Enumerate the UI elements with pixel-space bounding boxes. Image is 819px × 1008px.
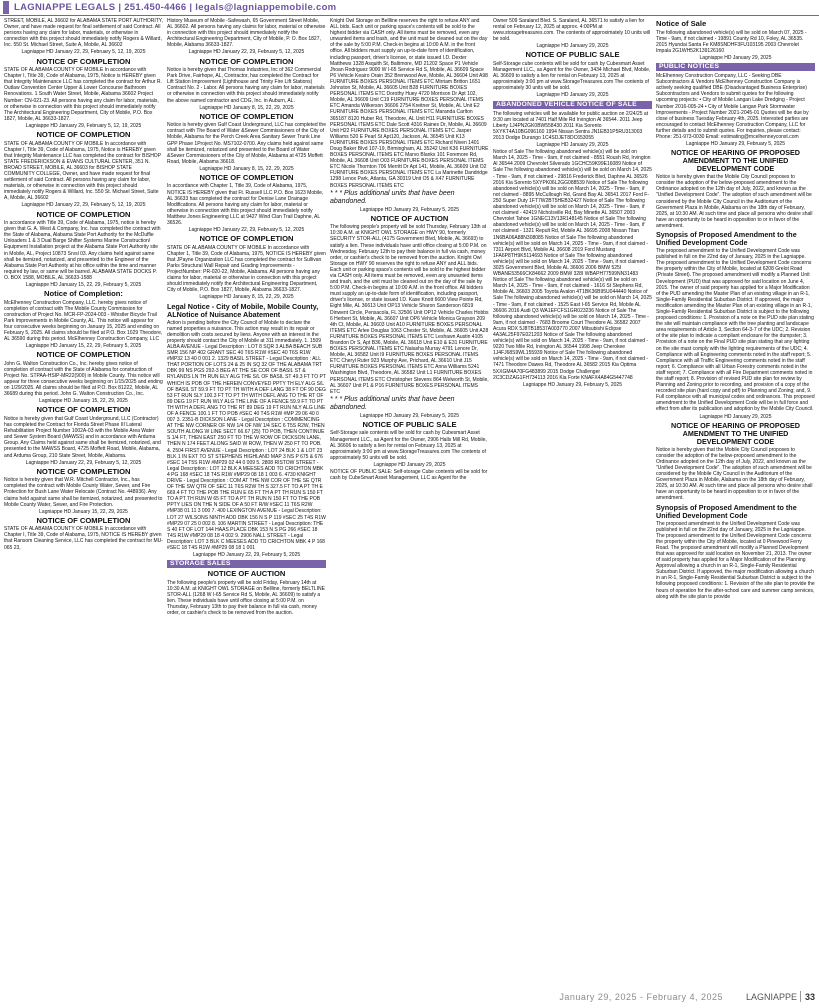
notice-title: NOTICE OF HEARING OF PROPOSED AMENDMENT TO THE UNIFIED DEVELOPMENT CODE [671, 420, 800, 446]
notice-body: The following vehicles will be available for public auction on 2/24/25 at 9:30 am located at 7401 Half Mile Rd Irvington Al 36544. 2011 Jeep Liberty 1J4PN2GK0BW558430 2011 Kia Sorento 5XYKT4A10BG096160 1994 Nissan Sentra JN1EB31P5RU313003 2013 Dodge Durango 1C4SDJET8DC653055 [493, 110, 649, 141]
column-3 [330, 18, 489, 986]
notice-body: Notice is hereby given that Thomas Industries, Inc of 362 Commercial Park Drive, Fairhope, AL, Contractor, has completed the Contract for Lift Station Improvement (Lighthouse and Trinity Fire Lift Stations) Contract No. 2 - Labor. All persons having any claim for labor, materials or otherwise in connection with this project should immediately notify the above named contractor and CDG, Inc. in Auburn, AL. [167, 67, 325, 104]
header-rule [0, 15, 819, 16]
notice-credit: Lagniappe HD January 22, 29, February 5, 12, 19, 2025 [21, 202, 146, 209]
notice-body: Notice is hereby given Gulf Coast Underground, LLC has completed the contract with The Board of Water &Sewer Commissioners of the City of Mobile, Alabama for the Perch Creek Area Sanitary Sewer Trunk Line GPP Phase 1Project No. MS7102-0700. Any claims held against same shall be itemized, notarized and presented to the Board of Water &Sewer Commissioners of the City of Mobile, Alabama at 4725 Moffett Road, Mobile, Alabama 36618. [167, 122, 326, 165]
notice-credit: Lagniappe HD January 22, 29, February 5, 2025 [192, 552, 301, 559]
notice-credit: Lagniappe HD January 8, 15, 22, 29, 2025 [199, 294, 294, 301]
notice-title: NOTICE OF COMPLETION [36, 405, 131, 415]
column-5 [656, 18, 815, 986]
notice-credit: Lagniappe HD January 15, 22, 29, 2025 [39, 508, 128, 515]
notice-title: NOTICE OF AUCTION [370, 213, 449, 223]
section-band-abandoned-vehicle: ABANDONED VEHICLE NOTICE OF SALE [493, 101, 652, 109]
notice-subtitle: Synopsis of Proposed Amendment to the Unified Development Code [656, 502, 797, 520]
notice-credit: Lagniappe HD January 29, February 5, 2025 [686, 141, 785, 148]
notice-title: NOTICE OF COMPLETION [36, 350, 131, 360]
notice-body: STATE OF ALABAMA COUNTY OF MOBILE In accordance with Chapter I, Title 39, Code of Alabama, 1975, NOTICE IS HEREBY given that Ransom Cleaning Service, LLC has completed the contract for MU-065 23, [4, 526, 163, 551]
notice-body: McElhenney Construction Company, LLC. hereby gives notice of completion of contract with The Mobile County Commission for construction of Project No. MCR-FP-2024-003 - Whistler Bicycle Trail Park Improvements in Mobile County, AL. This notice will appear for four consecutive weeks beginning on January 15, 2025 and ending on February 5, 2025. All claims should be filed at P.O. Box 1029 Theodore, AL 36590 during this period. McElhenney Construction Company, LLC [4, 299, 163, 343]
notice-title: NOTICE OF PUBLIC SALE [362, 419, 457, 429]
notice-body: The following people's property will be sold Friday, February 14th at 10:30 A.M. at KNIGHT OWL STORAGE on Bellline, formerly BELTLINE STOR-ALL (1268 W I-65 Service Rd S, Mobile, AL 36609) to satisfy a lien. These individuals have until office closing at 5:00 P.M. on Thursday, February 13th to pay their balance in full via cash, money order, or cashier's check to be removed from the auction. [167, 579, 325, 617]
notice-italic-note: * * * Plus additional units that have been abandoned. [330, 189, 455, 205]
notice-credit: Lagniappe HD January 22, 29, February 5, 12, 19, 2025 [21, 49, 146, 56]
notice-body: In accordance with Title 39, Code of Alabama, 1975, notice is hereby given that G. A. West & Company, Inc. has completed the contract with the State of Alabama, Alabama State Port Authority for the McDuffie Unloaders 1 & 3 Dual Barge Shifter Systems Marine Construction/ Equipment Installation project at the Alabama State Port Authority site in Mobile, AL, Project 10873 Srvsl 03. Any claims held against same shall be itemized, notarized, and presented to the Engineer of the Alabama State Port Authority at his office within the time and manner required by law, or same will be barred. ALABAMA STATE DOCKS P. O. BOX 1588, MOBILE, AL 36633-1588 [4, 220, 161, 281]
column-2 [167, 18, 326, 986]
notice-body: In accordance with Chapter 1, Title 39, Code of Alabama, 1975, NOTICE IS HEREBY given that Ft. Russell LLC P.O. Box 1623 Mobile, AL 36633 has completed the contract for Denise Lane Drainage Modifications. All persons having any claim for labor, material or otherwise in connection with this project should immediately notify Matthew Jones Engineering LLC at 9427 Wind Clan Trail Daphne, AL 36526. [167, 183, 324, 227]
column-1 [4, 18, 163, 986]
page-number: 33 [804, 992, 815, 1002]
notice-title: NOTICE OF COMPLETION [199, 172, 294, 182]
notice-title: NOTICE OF COMPLETION [36, 56, 131, 66]
notice-body: STATE OF ALABAMA COUNTY OF MOBILE In accordance with Chapter I, Title 39, Code of Alabama, 1975, Notice is HEREBY given that Integrity Maintenance LLC has completed the contract for Arthur R. Outlaw Convention Center Upper & Lower Concourse Bathroom Renovations. 1 South Water Street, Mobile, Alabama 36602 Project Number: CN-021-23. All persons having any claim for labor, materials, or otherwise in connection with this project should immediately notify The Architectural Engineering Department, City of Mobile, P.O. Box 1827, Mobile, AL 36633-1827. [4, 67, 162, 122]
notice-body: NOTICE OF PUBLIC SALE: Self-storage Cube contents will be sold for cash by CubeSmart Asset Management, LLC as Agent for the [330, 469, 488, 482]
notice-body: Notice is hereby given that the Mobile City Council proposes to consider the adoption of the below-proposed amendment to the Ordinance adopted on the 12th day of July, 2022, and known as the "Unified Development Code". The adoption of such amendment will be considered by the Mobile City Council in the Auditorium of the Government Plaza in Mobile, Alabama on the 18th day of February, 2025, at 10:30 AM. At such time and place all persons who desire shall have an opportunity to be heard in opposition to or in favor of the amendment. [656, 446, 813, 502]
notice-body: Self-Storage sale contents will be sold for cash by Cubesmart Asset Management LLC., as Agent for the Owner, 2906 Halls Mill Rd, Mobile, AL 36606 to satisfy a lien for rental on February 13, 2025 at approximately 3:00 pm at www.StorageTreasures.com The contents of approximately 50 units will be sold. [330, 430, 487, 461]
footer-date: January 29, 2025 - February 4, 2025 [559, 992, 723, 1002]
notice-title: NOTICE OF COMPLETION [36, 130, 131, 139]
notice-body: Action is pending before the City Council of Mobile to declare the named properties a nuisance. This action may result in its repair or demolition with costs secured by liens. Anyone with an interest in the property should contact the City of Mobile at 311 immediately. 1. 1509 ALBA AVENUE - Legal Description : LOT 8 SQR 3 ALBA BEACH SUB SMR 156 NP 402 GRANT SEC 40 T6S R1W #SEC 40 T6S R1W #MP32 13 40 0 001 2. 1329 BASIL STREET - Legal Description : ALL THAT PORTION OF LOTS 24 & 25 IN SQ 32 OF THE ALABAMA TRT DBK 99 NS PGS 292-3 BEG AT THE SE COR OF BASIL ST & RYLANDS LN TH RUN ELY ALG THE S/L OF BASIL ST 49.3 FT TO PT WHICH IS POB OF THE HEREIN CONVEYED PPTY TH ELY ALG S/L OF BASIL ST 59.9 FT TO PT TH WITH A DEF LANG 38 FT OF 90 DEG 53 FT RUN SLY 100.3 FT TO PT TH WITH DEFL ANG TO THE RT OF 89 DEG 19 FT RUN WLY ALG THE LINE OF A FENCE 59.9 FT TO PT TH WITH A DEFL ANG TO THE RT 89 DEG 19 FT RUN NLY ALG LINE OF A FENCE 100.1 FT TO POB #SEC 40 T4S R1W #MP 29 06 40 0 007 3. 2351-B DICKSON LANE - Legal Description : COMMENCING AT THE NW CORNER OF NW 1/4 OF NW 1/4 SEC 6 T5S R2W, THEN SOUTH ALONG W LINE SECT 66.67 (25) TO POB, THEN CONTINUE S 1/4 FT, THEN EAST 250 FT TO THE W ROW OF DICKSON LANE, THEN N 174 FEET ALONG SAID W ROW, THEN W 250 FT TO POB. 4. 2504 FIRST AVENUE - Legal Description : LOT 24 BLK 1 & LOT 23 BLK 1 IN EXT TO ST STEPHENS HIGHLAND MAP 3 NS P 675 & 676 #SEC 14 T5S R1W #MP29 02 44 0 009 5. 2808 RISTOW STREET - Legal Description : LOT 12 BLK A MEESES ADD TO CRICHTON MBK 4 PG 168 #SEC 18 T4S R1W #MP29 08 18 1 003 6. 4730 KNIGHT DRIVE - Legal Description : COM AT THE NW COR OF THE SE QTR OF THE SW QTR OF SEC 11 T6S R2W TH S 327.5 FT TO A PT TH E 669.4 FT TO THE POB THE RUN E 65 FT TH A PT TH RUN S 150 FT TO A PT TH RUN W 65 FT TO A PT TH RUN N 150 FT TO THE POB PPTY LIES ON THE N SIDE OF A 50 FT R/W #SEC 11 T6S R2W #MP38 01 11 3 000 7. 400 LEXINGTON AVENUE - Legal Description: LOT 27 WILSONS NINTH ADD DBK 156 N S P 119 #SEC 25 T4S R1W #MP29 07 25 0 002 8. 106 MARTIN STREET - Legal Description: THE S 40 FT OF LOT 144 HAAS PLACE DBK 153 N S PG 266 #SEC 18 T4S R1W #MP29 08 18 4 002 9. 2906 NALL STREET - Legal Description: LOT 3 BLK C MEESES ADD TO CRICHTON MBK 4 P 168 #SEC 18 T4S R1W #MP29 08 18 1 001 [167, 319, 326, 552]
notice-credit: Lagniappe HD January 22, 29, February 5, 12, 2025 [25, 459, 142, 466]
notice-body: The proposed amendment to the Unified Development Code was published in full on the 22nd day of January, 2025 in the Lagniappe. The proposed amendment to the Unified Development Code concerns the property within the City of Mobile, located at 0 Pinewood Ferry Road. The proposed amendment will modify a Planned Development that was approved for said location on November 21, 2013. The owner of said property has applied for a Major Modification of the Planning Approval allowing a church in an R-1, Single-Family Residential Suburban District. If approved, the major modification allowing a church in an R-1, Single-Family Residential Suburban District is subject to the following proposed conditions: 1. Revision of the site plan to provide the hours of operation for the after-school care and summer camp services, along with the site plan to provide [656, 520, 815, 600]
notice-title: NOTICE OF COMPLETION [199, 56, 294, 66]
notice-title: NOTICE OF HEARING OF PROPOSED AMENDMENT TO THE UNIFIED DEVELOPMENT CODE [671, 148, 800, 174]
notice-subtitle: Synopsis of Proposed Amendment to the Unified Development Code [656, 230, 797, 248]
page-header [0, 0, 819, 14]
notice-credit: Lagniappe HD January 8, 15, 22, 29, 2025 [199, 104, 294, 111]
notice-credit: Lagniappe HD January 22, 29, February 5, 12, 2025 [188, 227, 305, 234]
notice-credit: Lagniappe HD January 29, 2025 [536, 92, 609, 99]
notice-italic-note: * * * Plus additional units that have been abandoned. [330, 395, 455, 411]
footer-divider [800, 991, 801, 1002]
notice-body: Notice is hereby given that W.R. Mitchell Contractor, Inc., has completed the contract with Mobile County Water, Sewer, and Fire Protection for Bush Lane Water Relocate (Contract No. 448936). Any claims held against same shall be itemized, notarized, and presented to Mobile County Water, Sewer, and Fire Protection. [4, 477, 163, 508]
notice-credit: Lagniappe HD January 29, February 5, 2025 [360, 206, 459, 213]
notice-title: NOTICE OF COMPLETION [36, 209, 131, 219]
notice-credit: Lagniappe HD January 15, 22, 29, 2025 [39, 398, 128, 405]
notice-credit: Lagniappe HD January 29, 2025 [699, 54, 772, 61]
notice-title: NOTICE OF COMPLETION [199, 234, 294, 244]
notice-body: McElhenney Construction Company, LLC - Seeking DBE Subcontractors & Vendors McElhenney Construction Company is actively seeking qualified DBE (Disadvantaged Business Enterprise) Subcontractors and Vendors to submit quotes for the following upcoming projects: • City of Mobile Langan Lake Dredging - Project Number 2016-005-24 • City of Mobile Langan Park Stormwater Improvements - Project Number 2021-2045-01 Quotes will be due by close of business Tuesday February 4th, 2025. Interested parties are encouraged to contact McElhenney Construction Company, LLC for further details and to submit quotes. For inquiries, please contact: Phone: 251-973-0030 Email: estimating@mcelhenneyconst.com [656, 73, 809, 140]
legal-columns [4, 18, 816, 986]
notice-body: STATE OF ALABAMA COUNTY OF MOBILE In accordance with Chapter 1, Title 39, Code of Alabama, 1975, NOTICE IS HEREBY given that JPayne Organization LLC has completed the contract for Sullivan Parks Structural Wall Repair and Grading Improvements -ProjectNumber: PR-020-22, Mobile, Alabama. All persons having any claims for labor, material or otherwise in connection with this project should immediately notify the Architectural Engineering Department, City of Mobile, P.O. Box 1827, Mobile, Alabama 36633-1827. [167, 244, 326, 294]
notice-credit: Lagniappe HD January 29, 2025 [536, 142, 609, 149]
notice-body: History Museum of Mobile -Safewash, 65 Government Street Mobile, AL 36602. All persons having any claims for labor, material or otherwise in connection with this project should immediately notify the Architectural Engineering Department, City of Mobile, P. O. Box 1827, Mobile, Alabama 36633-1827. [167, 18, 326, 49]
notice-title: NOTICE OF COMPLETION [199, 111, 294, 121]
notice-credit: Lagniappe HD January 29, February 5, 2025 [523, 381, 622, 388]
notice-credit: Lagniappe HD January 29, 2025 [536, 43, 609, 50]
notice-credit: Lagniappe HD January 8, 15, 22, 29, 2025 [199, 165, 294, 172]
notice-body: STATE OF ALABAMA COUNTY OF MOBILE In accordance with Chapter I, Title 39, Code of Alabama, 1975, Notice is HEREBY given that Integrity Maintenance LLC has completed the contract for BISHOP STATE FREDERICKSON & EVANS CULTURAL CENTER, 351 N. BROAD STREET, MOBILE, AL 36603 for BISHOP STATE COMMUNITY COLLEGE, Owner, and have made request for final settlement of said Contract. All persons having any claim for labor, materials, or otherwise in connection with this project should immediately notify Rogers & Willard, Inc. 550 St. Michael Street, Suite A, Mobile, AL 36602 [4, 140, 161, 202]
section-band-public-notices: PUBLIC NOTICES [656, 63, 815, 71]
notice-title: NOTICE OF AUCTION [207, 569, 286, 579]
notice-credit: Lagniappe HD January 15, 22, 29, February 5, 2025 [25, 281, 142, 288]
notice-title: Notice of Sale [656, 19, 707, 28]
notice-credit: Lagniappe HD January 15, 22, 29, February 5, 2025 [25, 343, 142, 350]
notice-body: Owner 509 Saraland Blvd. S. Saraland, AL 36571 to satisfy a lien for rental on February 12, 2025 at approx. 4:00PM at www.storagetreasures.com. The contents of approximately 10 units will be sold. [493, 18, 651, 43]
header-title: LAGNIAPPE LEGALS | 251.450-4466 | legals@lagniappemobile.com [14, 1, 337, 13]
section-band-storage-sales: STORAGE SALES [167, 560, 326, 568]
notice-title: NOTICE OF PUBLIC SALE [525, 50, 620, 60]
notice-body: John G. Walton Construction Co., Inc. hereby gives notice of completion of contract with the State of Alabama for construction of Project No. STPAA-HSIP-MR22(900) in Mobile County. This notice will appear for three consecutive weeks beginning on 1/15/2025 and ending on 1/29/2025. All claims should be filed at P.O. Box 81222, Mobile, AL 36689 during this period. John G. Walton Construction Co., Inc. [4, 360, 163, 398]
notice-credit: Lagniappe HD January 29, 2025 [373, 461, 446, 468]
page-footer [0, 988, 819, 1008]
notice-credit: Lagniappe HD January 29, February 5, 12, 19, 2025 [25, 122, 142, 129]
notice-body: Self-Storage cube contents will be sold for cash by Cubesmart Asset Management LLC., as Agent for the Owner, 3434 Michael Blvd, Mobile, AL 36609 to satisfy a lien for rental on February 13, 2025 at approximately 3:00 pm at www.StorageTreasures.com The contents of approximately 30 units will be sold. [493, 60, 651, 92]
notice-title: Legal Notice - City of Mobile, Mobile County, ALNotice of Nuisance Abatement [167, 301, 319, 319]
notice-credit: Lagniappe HD January 29, February 5, 2025 [360, 412, 459, 419]
notice-body: Knight Owl Storage on Bellline reserves the right to refuse ANY and ALL bids. Each unit or parking space's contents will be sold to the highest bidder via CASH only. All items must be removed, even any unwanted items and trash, and the unit must be cleaned out on the day of the sale by 5:00 P.M. Check-in begins at 10:00 A.M. in the front office. All bidders must supply an up-to-date form of identification, including passport, driver's license, or state issued I.D. Dexter Matthews 1328 Asquith St, Baltimore, MD 21202 Space P1 Vehicle Jhoan Rodriguez 9000 W I-65 Service Rd S, Mobile, AL 36609 Space P6 Vehicle Keairo Orain 352 Brenwood Ave, Mobile, AL 36604 Unit A98 FURNITURE BOXES PERSONAL ITEMS ETC Mirriam Britton 1651 Johnston St, Mobile, AL 36605 Unit B28 FURNITURE BOXES PERSONAL ITEMS ETC Dorothy Huey 4720 Morrison Dr Apt 102, Mobile, AL 36609 Unit C19 FURNITURE BOXES PERSONAL ITEMS ETC Amanda Wilkerson 36606 2754 Kreitner St, Mobile, AL Unit E2 FURNITURE BOXES PERSONAL ITEMS ETC Maranda Carlton 365187 8120 Huber Rd, Theodore, AL Unit H11 FURNITURE BOXES PERSONAL ITEMS ETC Dale Scott 4316 Raines Dr, Mobile, AL 36609 Unit H22 FURNITURE BOXES PERSONAL ITEMS ETC Jasper Williams 520 E Pearl St Apt120, Jackson, AL 36545 Unit K13 FURNITURE BOXES PERSONAL ITEMS ETC Richard Niven 1401 Doug Baker Blvd 107-19, Birmingham, AL 35242 Unit K36 FURNITURE BOXES PERSONAL ITEMS ETC Marvo Blanks 101 Foremore Rd, Mobile, AL 36608 Unit O03 FURNITURE BOXES PERSONAL ITEMS ETC Nicole Thornton 706 Merritt Dr Apt 141, Mobile, AL 36609 Unit O2 FURNITURE BOXES PERSONAL ITEMS ETC La Marinette Dandridge 1298 Lenox Park, Atlanta, GA 30319 Unit O5 & X47 FURNITURE BOXES PERSONAL ITEMS ETC [330, 18, 489, 189]
notice-title: NOTICE OF COMPLETION [36, 466, 131, 476]
column-4 [493, 18, 652, 986]
notice-body: Notice is hereby given that Gulf Coast Underground, LLC (Contractor) has completed the Contract for Florida Street Phase III Lateral Rehabilitation Project Number 1002A-03 with the Mobile Area Water and Sewer System Board (MAWSS) and in accordance with Arduma Group. Any Claims held against same shall be itemized, notarized, and presented to the MAWSS Board, 4725 Moffett Road, Mobile, Alabama, and Arduma Group, 210 State Street, Mobile, Alabama. [4, 415, 161, 459]
header-accent-bar [3, 1, 9, 14]
notice-body: STREET, MOBILE, AL 36602 for ALABAMA STATE PORT AUTHORITY, Owner, and have made request for final settlement of said Contract. All persons having any claim for labor, materials, or otherwise in connection with this project should immediately notify Rogers & Willard, Inc. 550 St. Michael Street, Suite A, Mobile, AL 36602 [4, 18, 163, 49]
notice-body: The proposed amendment to the Unified Development Code was published in full on the 22nd day of January, 2025 in the Lagniappe. The proposed amendment to the Unified Development Code concerns the property within the City of Mobile, located at 6208 Grelot Road (Private Street). The proposed amendment will modify a Planned Unit Development (PUD) that was approved for said location on June 4, 2015. The owner of said property has applied for a Major Modification of the PUD amending the Master Plan of an existing village in an R-1, Single-Family Residential Suburban District. If approved, the major modification amending the Master Plan of an existing village in an R-1, Single-Family Residential Suburban District is subject to the following proposed conditions: 1. Provision of a note on the PUD site plan stating the site will maintain compliance with the tree planting and landscape area requirements of Article 3, Section 64-3-7 of the UDC; 2. Revision of the site plan to indicate a compliant enclosure for the dumpster; 3. Provision of a note on the Final PUD site plan stating that any lighting on the site must comply with the lighting requirements of the UDC; 4. Compliance with all Engineering comments noted in the staff report; 5. Compliance with all Traffic Engineering comments noted in the staff report; 6. Compliance with all Urban Forestry comments noted in the staff report; 7. Compliance with all Fire Department comments noted in the staff report; 8. Provision of revised PUD site plan for review by Planning and Zoning prior to recording, and provision of a copy of the recorded site plan (hard copy and pdf) to Planning and Zoning; and, 9. Full compliance with all municipal codes and ordinances. This proposed amendment to the Unified Development Code will be in full force and effect from after its publication and adoption by the Mobile City Council. [656, 248, 815, 413]
notice-title: NOTICE OF COMPLETION [36, 515, 131, 525]
notice-credit: Lagniappe HD January 29, 2025 [699, 413, 772, 420]
notice-credit: Lagniappe HD January 22, 29, February 5, 12, 2025 [188, 49, 305, 56]
notice-title: Notice of Completion: [44, 289, 123, 299]
notice-body: The following abandoned vehicle(s) will be sold on March 07, 2025 - Time - 9am, if not claimed - 19891 County Rd 10, Foley, AL 36535. 2015 Hyundai Santa Fe KM8SNDHF3FU103195 2003 Chevrolet Impala 2G1WH52K139126160 [656, 29, 807, 54]
notice-body: The following people's property will be sold Thursday, February 13th at 10:30 A.M. at KNIGHT OWL STORAGE on HWY 90, formerly SECURITY STOR-ALL (4175 Government Blvd, Mobile, AL 36693) to satisfy a lien. These individuals have until office closing at 5:00 P.M. on Wednesday, February 12th to pay their balance in full via cash, money order, or cashier's check to be removed from the auction. Knight Owl Storage on HWY 90 reserves the right to refuse ANY and ALL bids. Each unit or parking space's contents will be sold to the highest bidder via CASH only. All items must be removed, even any unwanted items and trash, and the unit must be cleaned out on the day of the sale by 5:00 P.M. Check-in begins at 10:00 A.M. in the front office. All bidders must supply an up-to-date form of identification, including passport, driver's license, or state issued I.D. Kase Knott 6600 View Pointe Rd, Eight Mile, AL 36613 Unit OP13 Vehicle Sharon Sanderson 6819 Dinwent Circle, Pensacola, FL 32506 Unit OP12 Vehicle Charles Hobbs 6 Herbert St, Mobile, AL 36607 Unit OP6 Vehicle Monica Grayson 209 4th Ct, Mobile, AL 36603 Unit A10 FURNITURE BOXES PERSONAL ITEMS ETC Arlee Douglas 1063 Chester St, Mobile, AL 36605 Unit A28 FURNITURE BOXES PERSONAL ITEMS ETC Leshawn Austin 4105 Brandon Dr S, Apt B36, Mobile, AL 36618 Unit E10 & E31 FURNITURE BOXES PERSONAL ITEMS ETC Natasha Murray 4791 Lenore Dr, Mobile, AL 36582 Unit I9 FURNITURE BOXES PERSONAL ITEMS ETC Cheryl Ruter 923 Murphy Ave, Prichard, AL 36610 Unit J15 FURNITURE BOXES PERSONAL ITEMS ETC Anna Williams 5241 Washington Blvd, Theodore, AL 36582 Unit L1 FURNITURE BOXES PERSONAL ITEMS ETC Christopher Stevens 864 Welworth St, Mobile, AL 36607 Unit P1 & P16 FURNITURE BOXES PERSONAL ITEMS ETC [330, 224, 489, 395]
footer-brand: LAGNIAPPE [745, 992, 797, 1002]
notice-body: Notice is hereby given that the Mobile City Council proposes to consider the adoption of the below-proposed amendment to the Ordinance adopted on the 12th day of July, 2022, and known as the "Unified Development Code". The adoption of such amendment will be considered by the Mobile City Council in the Auditorium of the Government Plaza in Mobile, Alabama on the 18th day of February, 2025, at 10:30 AM. At such time and place all persons who desire shall have an opportunity to be heard in opposition to or in favor of the amendment. [656, 174, 813, 229]
notice-body: Notice of Sale The following abandoned vehicle(s) will be sold on March 14, 2025 - Time - 9am, if not claimed - 8551 Roush Rd, Irvington Al 36544 2009 Chevrolet Silverado 1GCHC59K99E16089 Notice of Sale The following abandoned vehicle(s) will be sold on March 14, 2025 - Time - 9am, if not claimed - 29816 Frederick Blvd, Daphne AL 36526 2016 Kia Sorento 5XYPK06L2GG088539 Notice of Sale The following abandoned vehicle(s) will be sold on March 14, 2025 - Time - 9am, if not claimed - 8895 McCullough Rd, Grand Bay AL 36541 2017 Ford F-250 Super Duty 1FT7W2BT5HEB32427 Notice of Sale The following abandoned vehicle(s) will be sold on March 14, 2025 - Time - 9am, if not claimed - 42419 Nicholsville Rd, Bay Minette AL 36507 2003 Chevrolet Tahoe 1GNEC13V13R148145 Notice of Sale The following abandoned vehicle(s) will be sold on March 14, 2025 - Time - 9am, if not claimed - 1321 Repult Rd, Mobile AL 36695 2008 Nissan Titan 1N6BA06A88N308085 Notice of Sale The following abandoned vehicle(s) will be sold on March 14, 2025 - Time - 9am, if not claimed - 7311 Airport Blvd, Mobile AL 36608 2019 Ford Mustang 1FA6P8TH9K5114693 Notice of Sale The following abandoned vehicle(s) will be sold on March 14, 2025 - Time - 9am, if not claimed - 3025 Government Blvd, Mobile AL 36606 2006 BMW 525I WBANE53566CK84662 2009 BMW 328I WBAPH77599NN31483 Notice of Sale The following abandoned vehicle(s) will be sold on March 14, 2025 - Time - 9am, if not claimed - 1616 St Stephens Rd, Mobile AL 36603 2005 Toyota Avalon 4T1BK36B95U044440 Notice of Sale The following abandoned vehicle(s) will be sold on March 14, 2025 - Time - 9am, if not claimed - 1525 East I-65 Service Rd, Mobile AL 36606 2016 Audi Q3 WA1EFCFS1GR023236 Notice of Sale The following abandoned vehicle(s) will be sold on March 14, 2025 - Time - 9am, if not claimed - 7683 Broome Court Theodore AL 36582 2007 Acura RDX 5J8TB18537A003770 2007 Mitsubishi Eclipse 4A3AL25F97E021203 Notice of Sale The following abandoned vehicle(s) will be sold on March 14, 2025 - Time - 9am, if not claimed - 9220 Two Mile Rd, Irvington AL 36544 1998 Jeep Cherokee 1J4FJ68S9WL155939 Notice of Sale The following abandoned vehicle(s) will be sold on March 14, 2025 - Time - 9am, if not claimed - 7471 Theodore Dawes Rd, Theodore AL 36582 2015 Kia Optima 5XXGM4A70FG483899 2015 Dodge Challenger 2C3CDZAG1FH734113 2016 Kia Forte KNAFX4A84G5447748 [493, 149, 652, 381]
